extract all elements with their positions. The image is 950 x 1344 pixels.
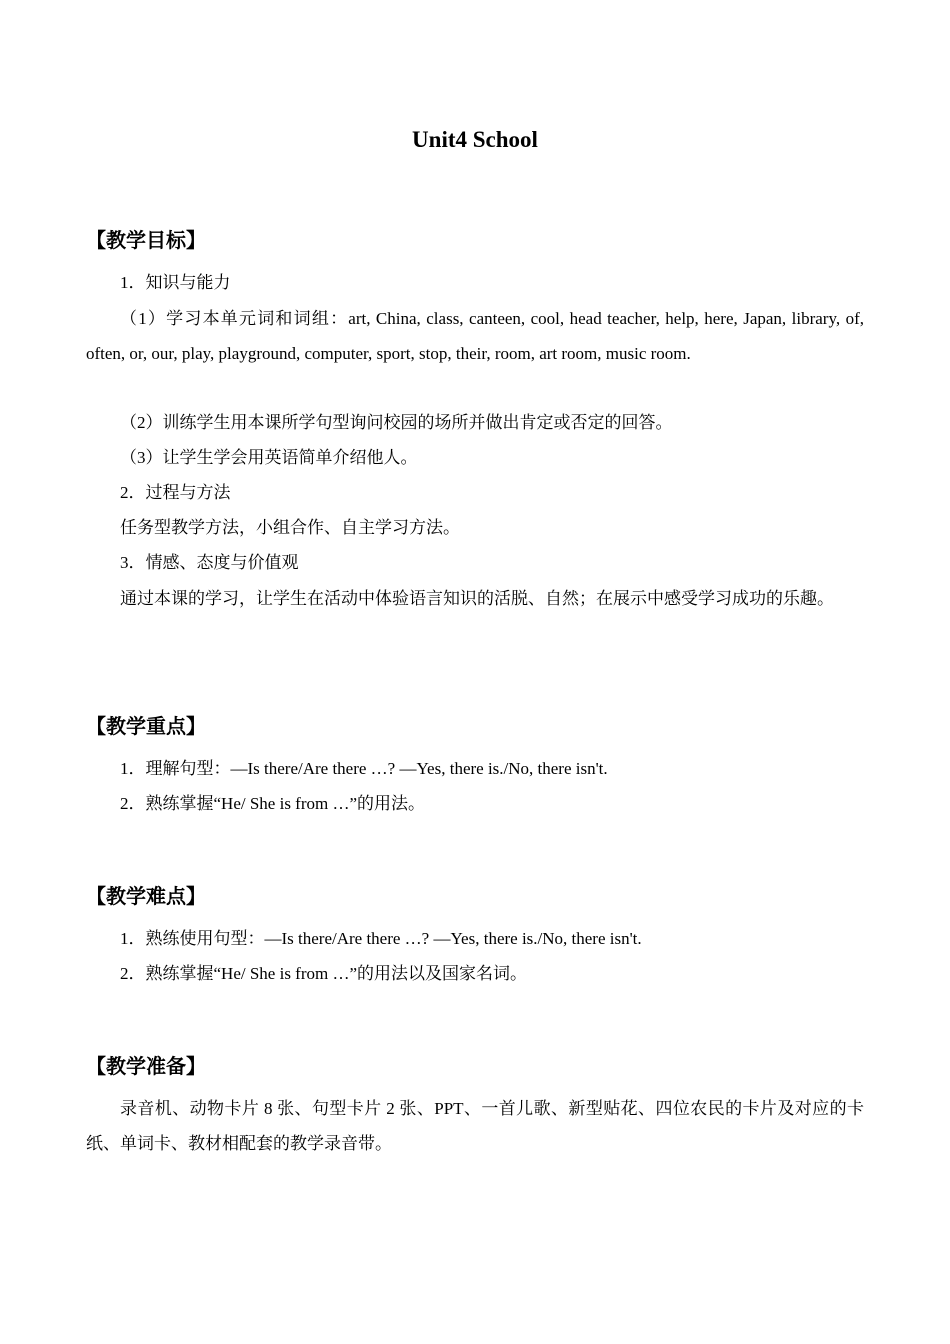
preparation-text: 录音机、动物卡片 8 张、句型卡片 2 张、PPT、一首儿歌、新型贴花、四位农民的卡片及对应的卡纸、单词卡、教材相配套的教学录音带。 [86, 1099, 864, 1153]
objectives-sub-2: （2）训练学生用本课所学句型询问校园的场所并做出肯定或否定的回答。 [120, 413, 673, 432]
objectives-item-1: 1．知识与能力 [120, 273, 231, 292]
key-points-heading: 【教学重点】 [86, 716, 206, 738]
objectives-item-2: 2．过程与方法 [120, 483, 231, 502]
difficulties-item-2: 2．熟练掌握“He/ She is from …”的用法以及国家名词。 [120, 964, 528, 983]
objectives-item-3-text: 通过本课的学习，让学生在活动中体验语言知识的活脱、自然；在展示中感受学习成功的乐趣。 [120, 589, 834, 608]
key-points-item-1: 1．理解句型：—Is there/Are there …? —Yes, there is./No, there isn't. [120, 759, 608, 778]
difficulties-heading: 【教学难点】 [86, 886, 206, 908]
objectives-item-2-text: 任务型教学方法，小组合作、自主学习方法。 [120, 518, 460, 537]
preparation-heading: 【教学准备】 [86, 1056, 206, 1078]
objectives-item-3: 3．情感、态度与价值观 [120, 553, 299, 572]
objectives-sub-3: （3）让学生学会用英语简单介绍他人。 [120, 448, 418, 467]
objectives-sub-1: （1）学习本单元词和词组：art, China, class, canteen, cool, head teacher, help, here, Japan, library, of, often, or, our, play, playground, computer, sport, stop, their, room, art room, music room. [86, 309, 864, 363]
difficulties-item-1: 1．熟练使用句型：—Is there/Are there …? —Yes, there is./No, there isn't. [120, 929, 642, 948]
key-points-item-2: 2．熟练掌握“He/ She is from …”的用法。 [120, 794, 426, 813]
objectives-heading: 【教学目标】 [86, 230, 206, 252]
document-title: Unit4 School [412, 127, 538, 152]
